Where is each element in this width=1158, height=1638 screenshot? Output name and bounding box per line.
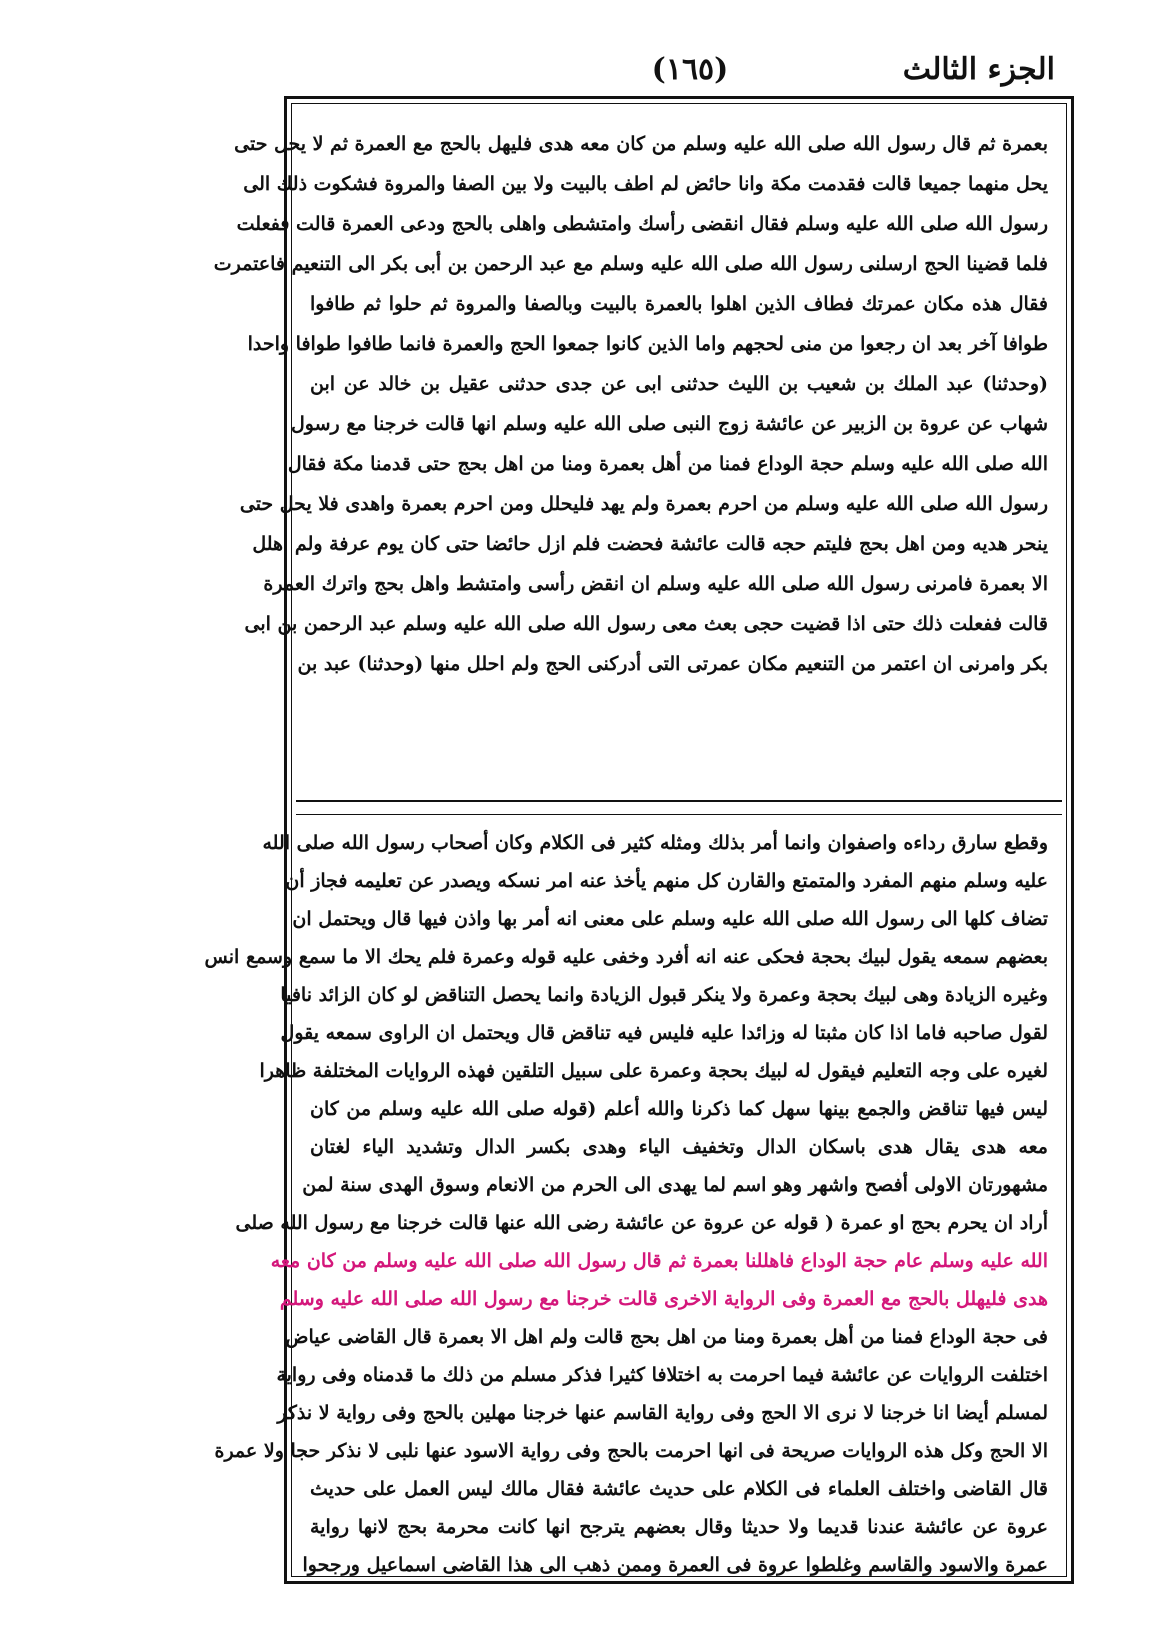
commentary-line: أراد ان يحرم بحج او عمرة ( قوله عن عروة عن عائشة رضى الله عنها قالت خرجنا مع رسول الله صلى	[235, 1212, 1048, 1234]
text-line: ينحر هديه ومن اهل بحج فليتم حجه قالت عائشة فحضت فلم ازل حائضا حتى كان يوم عرفة ولم اهلل	[252, 533, 1048, 555]
commentary-line: عروة عن عائشة عندنا قديما ولا حديثا وقال بعضهم يترجح انها كانت محرمة بحج لانها رواية	[310, 1516, 1048, 1538]
commentary-line: وقطع سارق رداءه واصفوان وانما أمر بذلك ومثله كثير فى الكلام وكان أصحاب رسول الله صلى الله	[262, 832, 1048, 854]
commentary-text-block	[204, 824, 1056, 1576]
commentary-line: اختلفت الروايات عن عائشة فيما احرمت به اختلافا كثيرا فذكر مسلم من ذلك ما قدمناه وفى رواية	[276, 1364, 1048, 1386]
commentary-line: لقول صاحبه فاما اذا كان مثبتا له وزائدا عليه فليس فيه تناقض قال ويحتمل ان الراوى سمعه يقول	[280, 1022, 1048, 1044]
page-frame	[204, 96, 1074, 1584]
page-header	[285, 50, 1095, 90]
page-number: (١٦٥)	[651, 52, 729, 87]
text-line: بكر وامرنى ان اعتمر من التنعيم مكان عمرتى التى أدركنى الحج ولم احلل منها (وحدثنا) عبد بن	[297, 653, 1048, 675]
text-line: قالت ففعلت ذلك حتى اذا قضيت حجى بعث معى رسول الله صلى الله عليه وسلم عبد الرحمن بن ابى	[244, 613, 1048, 635]
text-line: الا بعمرة فامرنى رسول الله صلى الله عليه وسلم ان انقض رأسى وامتشط واهل بحج واترك العمرة	[263, 573, 1048, 595]
commentary-line-highlighted: الله عليه وسلم عام حجة الوداع فاهللنا بعمرة ثم قال رسول الله صلى الله عليه وسلم من كان معه	[270, 1250, 1048, 1272]
text-line: بعمرة ثم قال رسول الله صلى الله عليه وسلم من كان معه هدى فليهل بالحج مع العمرة ثم لا يحل حتى	[234, 133, 1048, 155]
text-line: شهاب عن عروة بن الزبير عن عائشة زوج النبى صلى الله عليه وسلم انها قالت خرجنا مع رسول	[290, 413, 1048, 435]
text-line: طوافا آخر بعد ان رجعوا من منى لحجهم واما الذين كانوا جمعوا الحج والعمرة فانما طافوا طوافا واحدا	[247, 333, 1048, 355]
text-line: الله صلى الله عليه وسلم حجة الوداع فمنا من أهل بعمرة ومنا من اهل بحج حتى قدمنا مكة فقال	[287, 453, 1048, 475]
page-frame-inner	[204, 103, 1067, 1577]
commentary-line-highlighted: معه هدى يقال هدى باسكان الدال وتخفيف الياء وهدى بكسر الدال وتشديد الياء لغتان	[310, 1136, 1048, 1158]
commentary-line: عليه وسلم منهم المفرد والمتمتع والقارن كل منهم يأخذ عنه امر نسكه ويصدر عن تعليمه فجاز أن	[285, 870, 1048, 892]
commentary-line: عمرة والاسود والقاسم وغلطوا عروة فى العمرة وممن ذهب الى هذا القاضى اسماعيل ورجحوا	[302, 1554, 1048, 1576]
text-line: (وحدثنا) عبد الملك بن شعيب بن الليث حدثنى ابى عن جدى حدثنى عقيل بن خالد عن ابن	[310, 373, 1048, 395]
commentary-line: الا الحج وكل هذه الروايات صريحة فى انها احرمت بالحج وفى رواية الاسود عنها نلبى لا نذكر حجا ولا عمرة	[214, 1440, 1048, 1462]
commentary-line: لمسلم أيضا انا خرجنا لا نرى الا الحج وفى رواية القاسم عنها خرجنا مهلين بالحج وفى رواية لا نذكر	[277, 1402, 1048, 1424]
commentary-line: لغيره على وجه التعليم فيقول له لبيك بحجة وعمرة على سبيل التلقين فهذه الروايات المختلفة ظاهرا	[259, 1060, 1048, 1082]
commentary-line: فى حجة الوداع فمنا من أهل بعمرة ومنا من اهل بحج قالت ولم اهل الا بعمرة قال القاضى عياض	[285, 1326, 1048, 1348]
text-line: فقال هذه مكان عمرتك فطاف الذين اهلوا بالعمرة بالبيت وبالصفا والمروة ثم حلوا ثم طافوا	[310, 293, 1048, 315]
text-line: رسول الله صلى الله عليه وسلم من احرم بعمرة ولم يهد فليحلل ومن احرم بعمرة واهدى فلا يحل حتى	[239, 493, 1048, 515]
commentary-line: تضاف كلها الى رسول الله صلى الله عليه وسلم على معنى انه أمر بها واذن فيها قال ويحتمل ان	[292, 908, 1048, 930]
commentary-line: ليس فيها تناقض والجمع بينها سهل كما ذكرنا والله أعلم (قوله صلى الله عليه وسلم من كان	[310, 1098, 1048, 1120]
commentary-line: قال القاضى واختلف العلماء فى الكلام على حديث عائشة فقال مالك ليس العمل على حديث	[310, 1478, 1048, 1500]
text-line: رسول الله صلى الله عليه وسلم فقال انقضى رأسك وامتشطى واهلى بالحج ودعى العمرة قالت ففعلت	[236, 213, 1048, 235]
commentary-line-highlighted: هدى فليهلل بالحج مع العمرة وفى الرواية الاخرى قالت خرجنا مع رسول الله صلى الله عليه وسلم	[279, 1288, 1048, 1310]
volume-title: الجزء الثالث	[902, 52, 1055, 87]
hadith-text-block	[213, 124, 1056, 784]
commentary-line: بعضهم سمعه يقول لبيك بحجة فحكى عنه انه أفرد وخفى عليه قوله وعمرة فلم يحك الا ما سمع وسمع انس	[204, 946, 1048, 968]
section-divider	[296, 800, 1062, 815]
commentary-line: مشهورتان الاولى أفصح واشهر وهو اسم لما يهدى الى الحرم من الانعام وسوق الهدى سنة لمن	[302, 1174, 1048, 1196]
text-line: فلما قضينا الحج ارسلنى رسول الله صلى الله عليه وسلم مع عبد الرحمن بن أبى بكر الى التنعيم فاعتمرت	[213, 253, 1048, 275]
commentary-line: وغيره الزيادة وهى لبيك بحجة وعمرة ولا ينكر قبول الزيادة وانما يحصل التناقض لو كان الزائد نافيا	[280, 984, 1048, 1006]
text-line: يحل منهما جميعا قالت فقدمت مكة وانا حائض لم اطف بالبيت ولا بين الصفا والمروة فشكوت ذلك الى	[243, 173, 1048, 195]
